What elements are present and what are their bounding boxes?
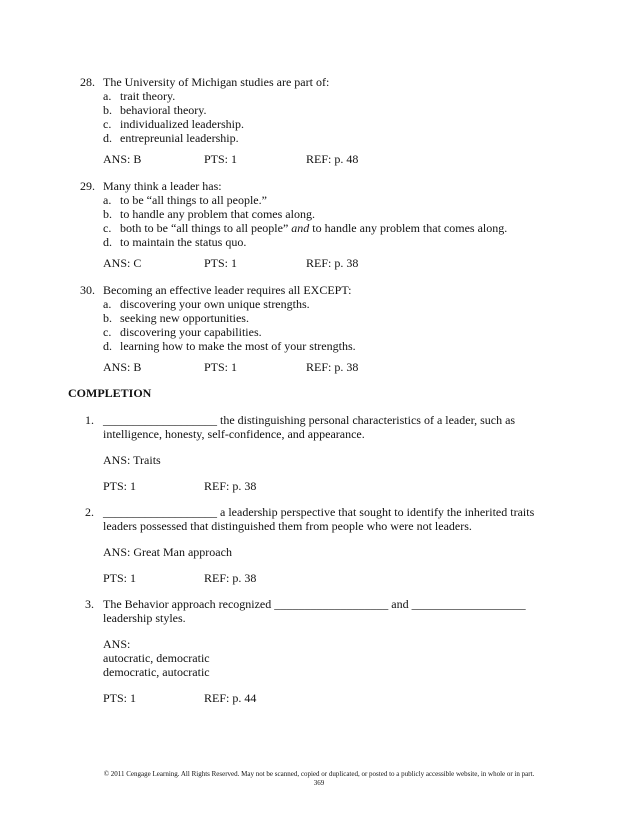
option-letter: d. bbox=[103, 339, 112, 353]
option-letter: a. bbox=[103, 193, 112, 207]
answer-key: ANS: C bbox=[103, 256, 142, 270]
points: PTS: 1 bbox=[103, 571, 137, 585]
option-letter: d. bbox=[103, 235, 112, 249]
option-text: learning how to make the most of your strengths. bbox=[120, 339, 356, 353]
page-reference: REF: p. 38 bbox=[306, 256, 359, 270]
question-number: 2. bbox=[85, 505, 94, 519]
answer-key: ANS: B bbox=[103, 360, 142, 374]
question-number: 1. bbox=[85, 413, 94, 427]
option-text-part: both to be “all things to all people” bbox=[120, 221, 292, 235]
answer-key: ANS: Great Man approach bbox=[103, 545, 232, 559]
answer-key: ANS: Traits bbox=[103, 453, 161, 467]
page-reference: REF: p. 38 bbox=[204, 479, 257, 493]
question-text: leaders possessed that distinguished them from people who were not leaders. bbox=[103, 519, 472, 533]
question-text: ___________________ the distinguishing personal characteristics of a leader, such as bbox=[103, 413, 516, 427]
option-letter: c. bbox=[103, 325, 112, 339]
question-number: 29. bbox=[80, 179, 95, 193]
option-text: discovering your own unique strengths. bbox=[120, 297, 310, 311]
points: PTS: 1 bbox=[204, 256, 238, 270]
copyright-notice: © 2011 Cengage Learning. All Rights Reserved. May not be scanned, copied or duplicated, or posted to a publicly accessible website, in whole or in part. bbox=[103, 770, 535, 778]
page-reference: REF: p. 44 bbox=[204, 691, 257, 705]
option-text: discovering your capabilities. bbox=[120, 325, 262, 339]
option-letter: a. bbox=[103, 297, 112, 311]
option-text bbox=[120, 221, 507, 235]
question-stem: Becoming an effective leader requires all EXCEPT: bbox=[103, 283, 352, 297]
question-text: The Behavior approach recognized ___________________ and ___________________ bbox=[103, 597, 526, 611]
page-reference: REF: p. 38 bbox=[204, 571, 257, 585]
section-heading: COMPLETION bbox=[68, 386, 152, 400]
question-stem: Many think a leader has: bbox=[103, 179, 222, 193]
option-text: to handle any problem that comes along. bbox=[120, 207, 315, 221]
points: PTS: 1 bbox=[103, 479, 137, 493]
option-text: to be “all things to all people.” bbox=[120, 193, 267, 207]
option-letter: b. bbox=[103, 207, 112, 221]
option-letter: b. bbox=[103, 103, 112, 117]
option-letter: b. bbox=[103, 311, 112, 325]
question-number: 28. bbox=[80, 75, 95, 89]
page-reference: REF: p. 38 bbox=[306, 360, 359, 374]
option-text: seeking new opportunities. bbox=[120, 311, 249, 325]
page-number: 369 bbox=[313, 779, 325, 787]
answer-key: ANS: B bbox=[103, 152, 142, 166]
option-text: trait theory. bbox=[120, 89, 176, 103]
option-letter: c. bbox=[103, 117, 112, 131]
option-text: individualized leadership. bbox=[120, 117, 244, 131]
points: PTS: 1 bbox=[103, 691, 137, 705]
points: PTS: 1 bbox=[204, 152, 238, 166]
question-number: 3. bbox=[85, 597, 94, 611]
option-letter: a. bbox=[103, 89, 112, 103]
answer-key: ANS: bbox=[103, 637, 131, 651]
question-text: leadership styles. bbox=[103, 611, 186, 625]
page-reference: REF: p. 48 bbox=[306, 152, 359, 166]
question-number: 30. bbox=[80, 283, 95, 297]
option-text-emphasis: and bbox=[291, 221, 310, 235]
option-letter: d. bbox=[103, 131, 112, 145]
option-text: to maintain the status quo. bbox=[120, 235, 247, 249]
option-letter: c. bbox=[103, 221, 112, 235]
question-text: ___________________ a leadership perspective that sought to identify the inherited traits bbox=[103, 505, 535, 519]
question-stem: The University of Michigan studies are part of: bbox=[103, 75, 330, 89]
points: PTS: 1 bbox=[204, 360, 238, 374]
option-text: entrepreunial leadership. bbox=[120, 131, 239, 145]
answer-line: democratic, autocratic bbox=[103, 665, 210, 679]
answer-line: autocratic, democratic bbox=[103, 651, 210, 665]
question-text: intelligence, honesty, self-confidence, and appearance. bbox=[103, 427, 365, 441]
option-text-part: to handle any problem that comes along. bbox=[309, 221, 508, 235]
option-text: behavioral theory. bbox=[120, 103, 207, 117]
